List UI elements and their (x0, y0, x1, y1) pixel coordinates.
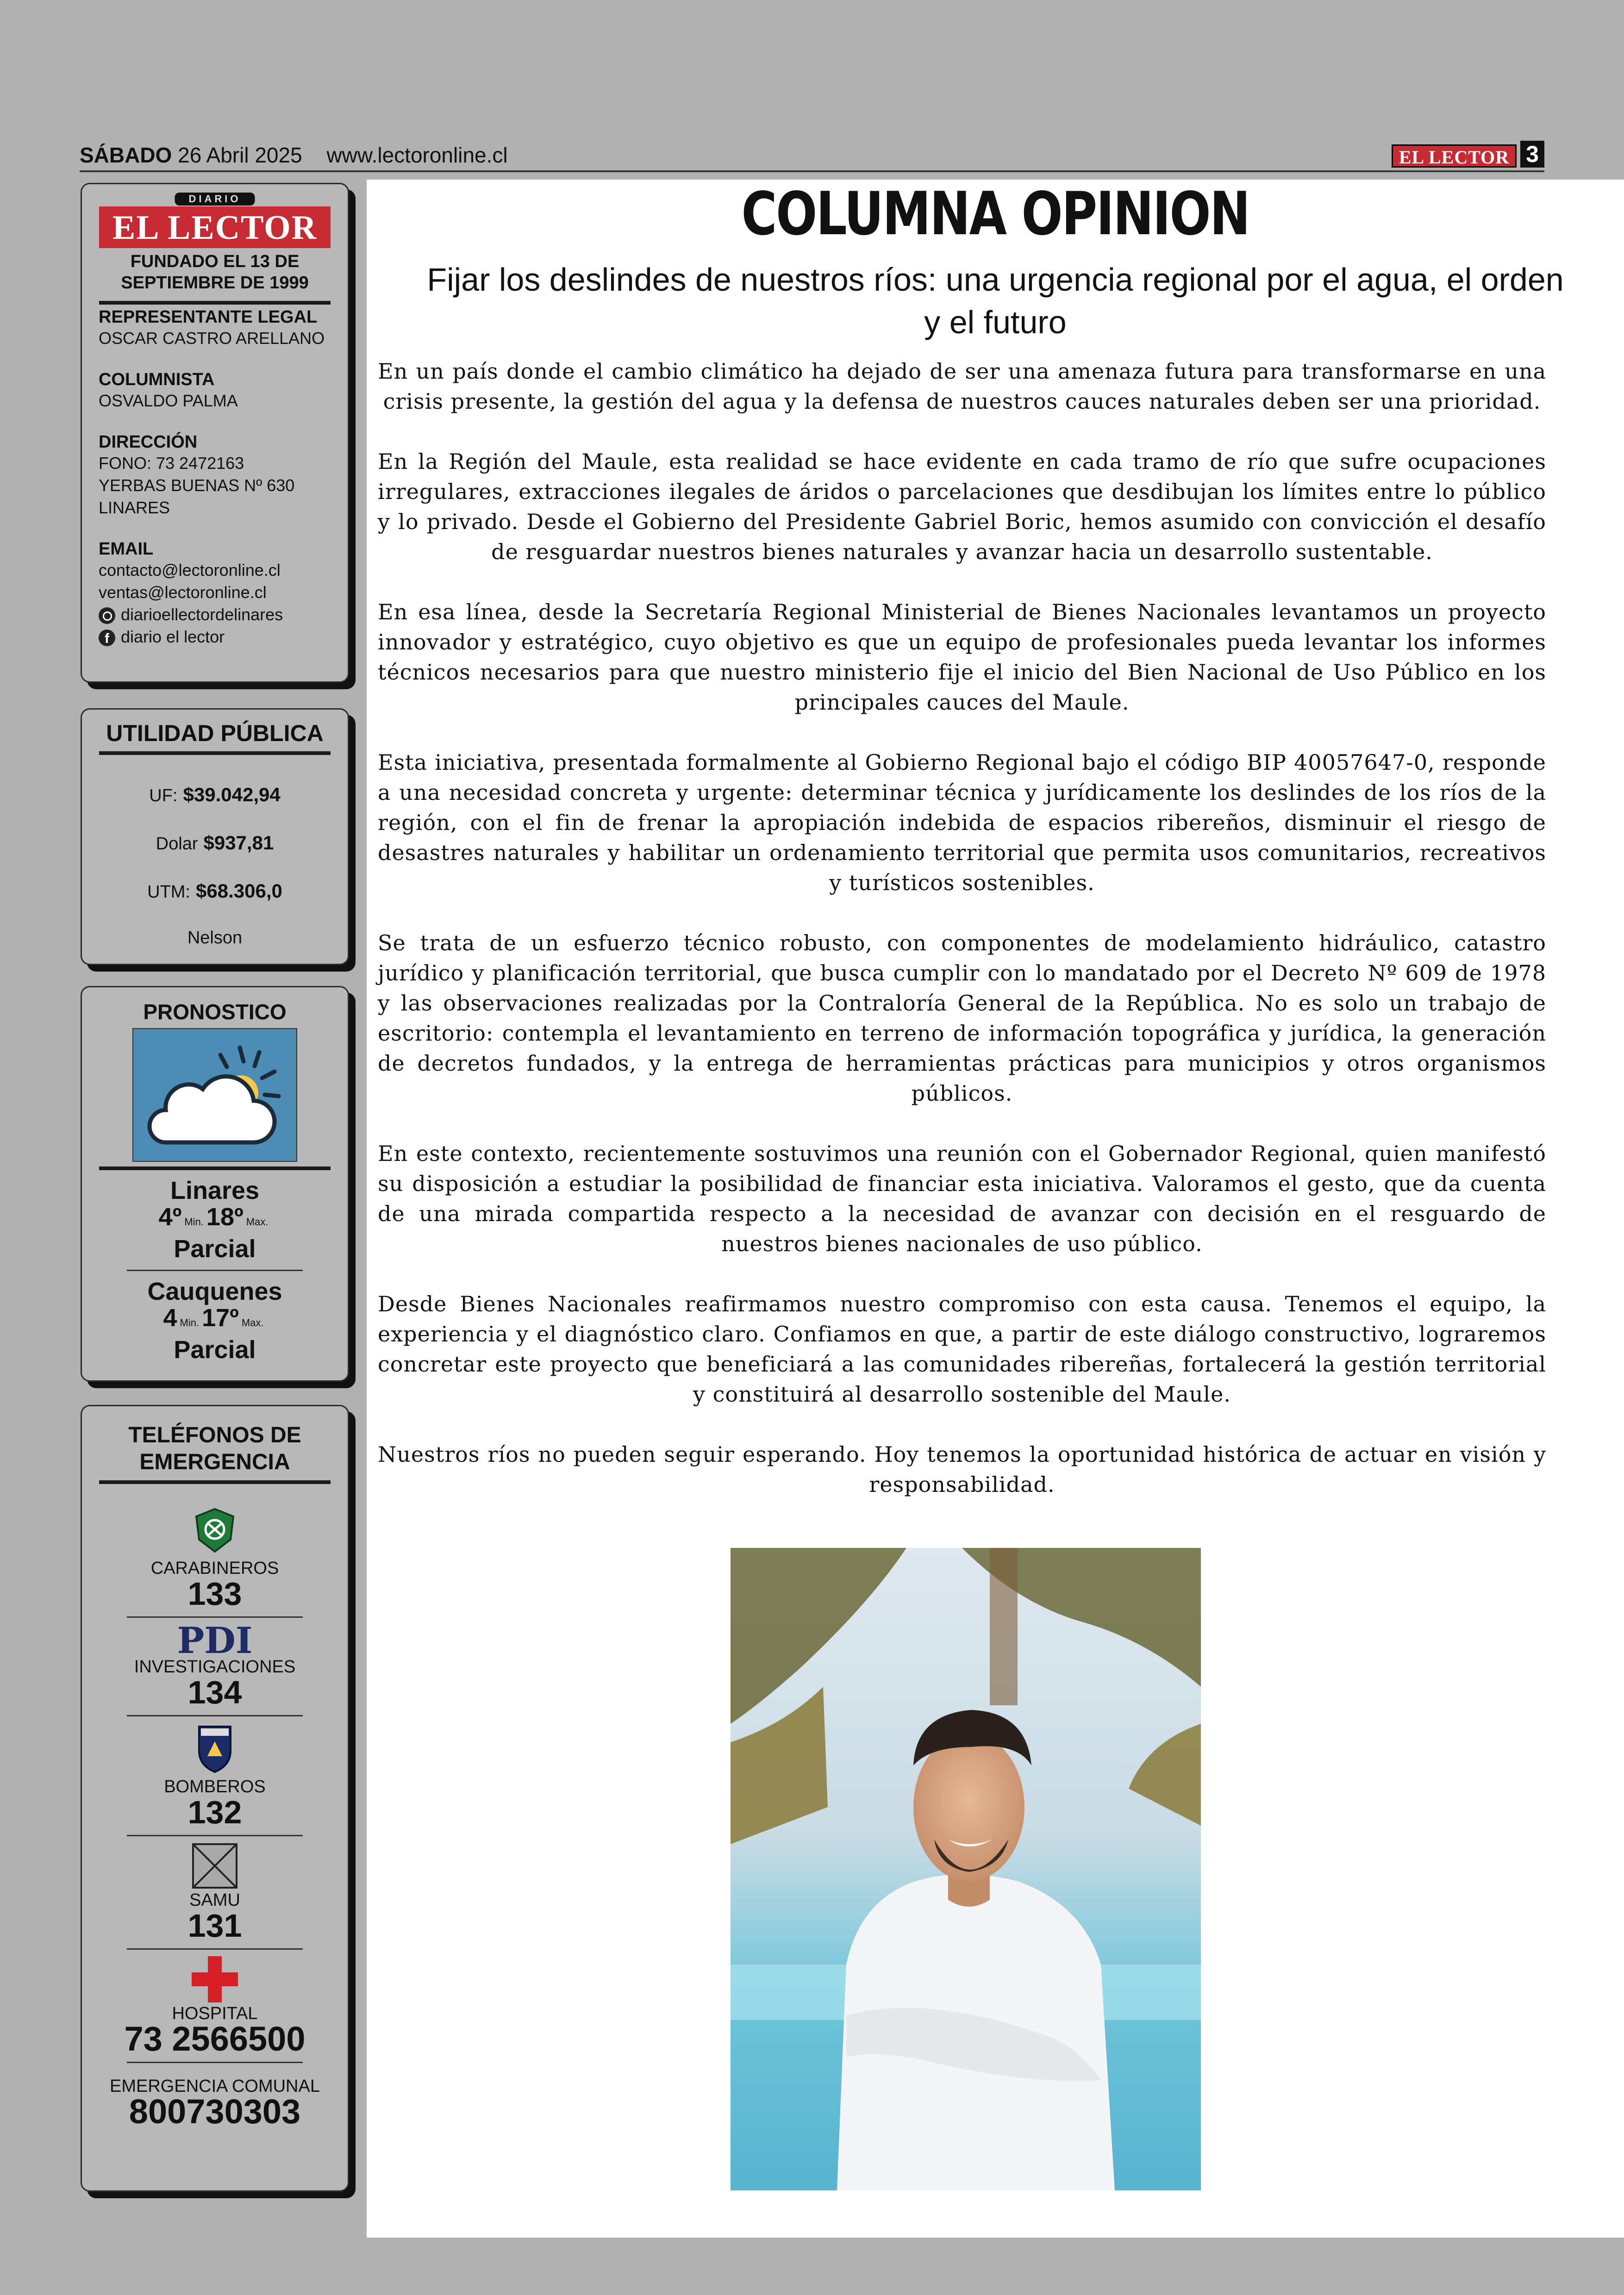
article-body (378, 356, 1546, 1530)
divider (127, 1616, 303, 1618)
address-label: DIRECCIÓN (99, 432, 198, 452)
forecast-temps (82, 1305, 348, 1335)
divider (127, 2062, 303, 2063)
utm-value: $68.306,0 (196, 880, 282, 902)
article-paragraph: Desde Bienes Nacionales reafirmamos nuestro compromiso con esta causa. Tenemos el equipo, la experiencia y el diagnóstico claro. Confiamos en que, a partir de este diálogo constructivo, lograremos concretar este proyecto que beneficiará a las comunidades ribereñas, fortalecerá la gestión territorial y constituirá al desarrollo sostenible del Maule. (378, 1291, 1546, 1407)
divider (127, 1270, 303, 1271)
utm-label: UTM: (147, 882, 190, 902)
hospital-label: HOSPITAL (172, 2004, 258, 2023)
divider (127, 1835, 303, 1836)
investigaciones-number[interactable]: 134 (187, 1674, 242, 1710)
article-paragraph: En un país donde el cambio climático ha dejado de ser una amenaza futura para transformarse en una crisis presente, la gestión del agua y la defensa de nuestros cauces naturales deben ser una prioridad. (378, 359, 1546, 414)
address-city: LINARES (99, 498, 170, 517)
forecast-city: Cauquenes (147, 1278, 282, 1305)
pronostico-box (81, 986, 349, 1382)
divider (127, 1715, 303, 1716)
email-label: EMAIL (99, 539, 154, 559)
emergency-hospital (82, 1956, 348, 2058)
pdi-logo: PDI (177, 1620, 253, 1662)
article-paragraph: En este contexto, recientemente sostuvimos una reunión con el Gobernador Regional, quien manifestó su disposición a estudiar la posibilidad de financiar esta iniciativa. Valoramos el gesto, que da cuenta de una mirada compartida respecto a la necesidad de avanzar con decisión en el resguardo de nuestros bienes nacionales de uso público. (378, 1141, 1546, 1256)
temp-max: 18º (206, 1203, 244, 1231)
issue-date-text: 26 Abril 2025 (178, 143, 302, 167)
address-phone: FONO: 73 2472163 (99, 454, 244, 473)
instagram-link[interactable] (99, 604, 348, 626)
divider (99, 1166, 331, 1170)
masthead-name: EL LECTOR (112, 209, 318, 247)
max-label: Max. (246, 1216, 269, 1228)
forecast-condition: Parcial (174, 1235, 256, 1263)
instagram-handle: diarioellectordelinares (121, 605, 283, 624)
website-link[interactable]: www.lectoronline.cl (326, 143, 508, 167)
forecast-temps (82, 1204, 348, 1235)
samu-placeholder-icon (192, 1843, 238, 1889)
article-paragraph: En esa línea, desde la Secretaría Regional Ministerial de Bienes Nacionales levantamos un proyecto innovador y estratégico, cuyo objetivo es que un equipo de profesionales pueda levantar los informes técnicos necesarios para que nuestro ministerio fije el inicio del Bien Nacional de Uso Público en los principales cauces del Maule. (378, 599, 1546, 715)
utilidad-author: Nelson (187, 928, 243, 948)
divider (99, 301, 331, 305)
utilidad-publica-box (81, 708, 349, 965)
header-logo: EL LECTOR (1392, 144, 1517, 168)
legal-name: OSCAR CASTRO ARELLANO (99, 329, 325, 348)
columnist-name: OSVALDO PALMA (99, 391, 238, 410)
emergency-pdi (82, 1620, 348, 1710)
comunal-label: EMERGENCIA COMUNAL (110, 2077, 320, 2096)
issue-day: SÁBADO (80, 143, 172, 167)
pronostico-title: PRONOSTICO (143, 1000, 287, 1024)
investigaciones-label: INVESTIGACIONES (134, 1657, 296, 1677)
uf-value: $39.042,94 (183, 784, 281, 805)
hospital-number[interactable]: 73 2566500 (124, 2020, 306, 2058)
emergency-carabineros (82, 1507, 348, 1610)
forecast-condition: Parcial (174, 1336, 256, 1364)
facebook-link[interactable] (99, 626, 348, 648)
min-label: Min. (184, 1216, 204, 1228)
legal-label: REPRESENTANTE LEGAL (99, 307, 318, 327)
dolar-row (82, 832, 348, 854)
dolar-value: $937,81 (203, 832, 274, 854)
masthead-box (81, 183, 349, 683)
divider (127, 1948, 303, 1950)
forecast-city: Linares (170, 1177, 260, 1204)
emergency-samu (82, 1843, 348, 1942)
uf-row (82, 784, 348, 806)
uf-label: UF: (149, 786, 178, 805)
max-label: Max. (241, 1317, 264, 1328)
columnist-label: COLUMNISTA (99, 370, 215, 389)
comunal-number[interactable]: 800730303 (129, 2092, 301, 2131)
forecast-cauquenes (82, 1278, 348, 1364)
divider (99, 751, 331, 755)
utm-row (82, 880, 348, 902)
carabineros-number[interactable]: 133 (187, 1576, 242, 1612)
emergency-bomberos (82, 1723, 348, 1828)
email-contacto[interactable]: contacto@lectoronline.cl (99, 561, 281, 580)
facebook-handle: diario el lector (121, 627, 225, 646)
carabineros-badge-icon (194, 1507, 236, 1553)
temp-min: 4º (158, 1203, 182, 1231)
red-cross-icon (192, 1956, 238, 2002)
page-header (80, 141, 1544, 172)
bomberos-shield-icon (195, 1723, 234, 1774)
masthead-logo (99, 193, 331, 248)
article-paragraph: Esta iniciativa, presentada formalmente al Gobierno Regional bajo el código BIP 40057647-0, responde a una necesidad concreta y urgente: determinar técnica y jurídicamente los deslindes de los ríos de la región, con el fin de frenar la apropiación indebida de espacios ribereños, disminuir el riesgo de desastres naturales y habilitar un ordenamiento territorial que permita usos comunitarios, recreativos y turísticos sostenibles. (378, 750, 1546, 895)
forecast-linares (82, 1177, 348, 1263)
address-street: YERBAS BUENAS Nº 630 (99, 476, 295, 495)
article-paragraph: Se trata de un esfuerzo técnico robusto, con componentes de modelamiento hidráulico, catastro jurídico y planificación territorial, que busca cumplir con lo mandatado por el Decreto Nº 609 de 1978 y las observaciones realizadas por la Contraloría General de la República. No es solo un trabajo de escritorio: contempla el levantamiento en terreno de información topográfica y jurídica, la generación de decretos fundados, y la entrega de herramientas prácticas para municipios y otros organismos públicos. (378, 930, 1546, 1106)
partly-cloudy-icon (132, 1028, 297, 1162)
article-paragraph: Nuestros ríos no pueden seguir esperando. Hoy tenemos la oportunidad histórica de actuar en visión y responsabilidad. (378, 1442, 1546, 1497)
section-title: COLUMNA OPINION (741, 180, 1249, 249)
masthead-diario: DIARIO (175, 193, 255, 206)
dolar-label: Dolar (156, 834, 198, 854)
page-number: 3 (1520, 141, 1544, 168)
utilidad-title: UTILIDAD PÚBLICA (106, 720, 324, 746)
article-headline: Fijar los deslindes de nuestros ríos: una urgencia regional por el agua, el orden y el futuro (427, 262, 1564, 340)
email-ventas[interactable]: ventas@lectoronline.cl (99, 583, 267, 602)
emergency-title: TELÉFONOS DE EMERGENCIA (128, 1423, 301, 1474)
issue-date (80, 143, 508, 168)
samu-label: SAMU (189, 1890, 240, 1910)
min-label: Min. (180, 1317, 200, 1328)
instagram-icon (99, 607, 115, 624)
bomberos-label: BOMBEROS (164, 1777, 266, 1796)
temp-max: 17º (202, 1304, 239, 1332)
bomberos-number[interactable]: 132 (187, 1794, 242, 1830)
facebook-icon: f (99, 630, 115, 646)
samu-number[interactable]: 131 (187, 1908, 242, 1944)
article-paragraph: En la Región del Maule, esta realidad se hace evidente en cada tramo de río que sufre ocupaciones irregulares, extracciones ilegales de áridos o parcelaciones que desdibujan los límites entre lo público y lo privado. Desde el Gobierno del Presidente Gabriel Boric, hemos asumido con convicción el desafío de resguardar nuestros bienes naturales y avanzar hacia un desarrollo sustentable. (378, 449, 1546, 564)
staff-info (82, 307, 348, 648)
carabineros-label: CARABINEROS (150, 1559, 279, 1578)
founded-text: FUNDADO EL 13 DE SEPTIEMBRE DE 1999 (121, 252, 309, 293)
article-panel (367, 180, 1624, 2238)
temp-min: 4 (163, 1304, 177, 1332)
author-photo (731, 1548, 1201, 2190)
emergency-comunal (82, 2077, 348, 2131)
divider (99, 1480, 331, 1484)
emergency-phones-box (81, 1405, 349, 2192)
